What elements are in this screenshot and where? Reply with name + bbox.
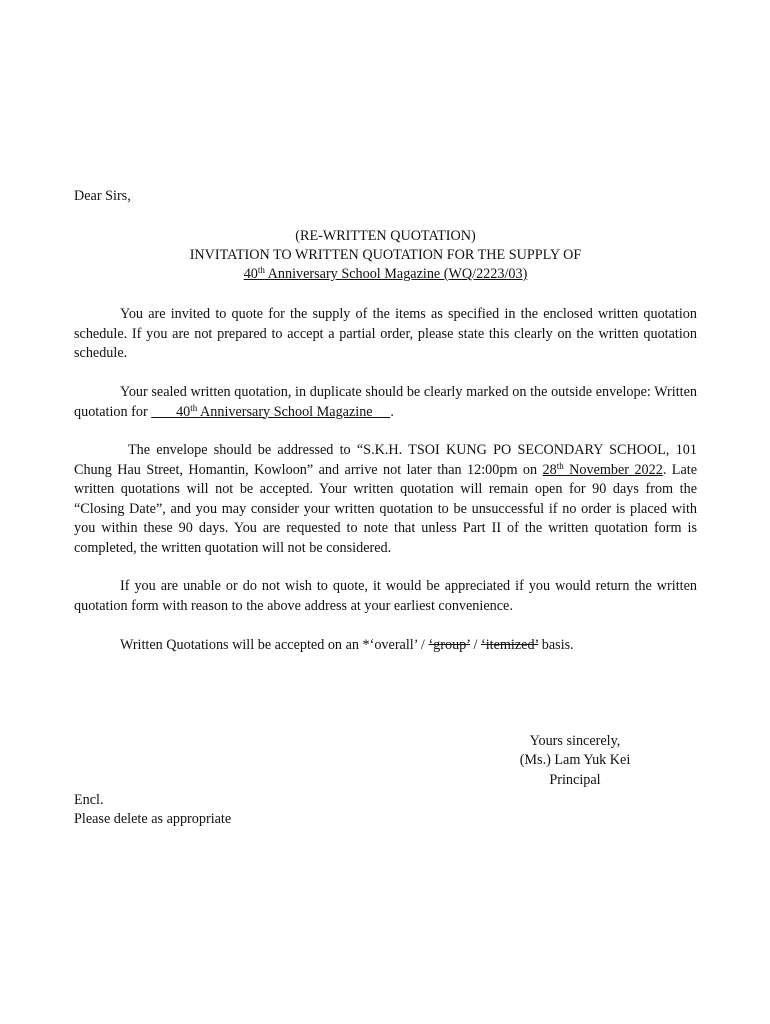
basis-itemized-struck: ‘itemized’ xyxy=(480,637,539,653)
paragraph-address-terms: The envelope should be addressed to “S.K.H. TSOI KUNG PO SECONDARY SCHOOL, 101 Chung Hau Street, Homantin, Kowloon” and arrive not later than 12:00pm on 28th November 2022. Late written quotations will not be accepted. Your written quotation will remain open for 90 days from the “Closing Date”, and you may consider your written quotation to be unsuccessful if no order is placed with you within these 90 days. You are requested to note that unless Part II of the written quotation form is completed, the written quotation will not be considered. xyxy=(74,442,697,556)
enclosure-label: Encl. xyxy=(74,792,104,808)
heading-line-3 xyxy=(74,265,697,285)
closing-yours-sincerely: Yours sincerely, xyxy=(529,733,621,749)
closing-date: 28th November 2022 xyxy=(542,460,663,478)
paragraph-envelope-marking: Your sealed written quotation, in duplicate should be clearly marked on the outside envelope: Written quotation for 40th Anniversary School Magazine . xyxy=(74,384,697,420)
footnote-delete-as-appropriate: Please delete as appropriate xyxy=(74,811,232,827)
signatory-title: Principal xyxy=(549,772,601,788)
magazine-title: 40th Anniversary School Magazine xyxy=(176,402,373,420)
basis-group-struck: ‘group’ xyxy=(428,637,470,653)
heading-line-1: (RE-WRITTEN QUOTATION) xyxy=(295,228,476,244)
salutation: Dear Sirs, xyxy=(74,188,131,204)
heading-title: 40th Anniversary School Magazine (WQ/2223/03) xyxy=(243,265,528,282)
paragraph-invitation: You are invited to quote for the supply of the items as specified in the enclosed written quotation schedule. If you are not prepared to accept a partial order, please state this clearly on the written quotation schedule. xyxy=(74,306,697,361)
paragraph-unable-to-quote: If you are unable or do not wish to quote, it would be appreciated if you would return the written quotation form with reason to the above address at your earliest convenience. xyxy=(74,578,697,614)
paragraph-basis: Written Quotations will be accepted on an *‘overall’ / ‘group’ / ‘itemized’ basis. xyxy=(120,637,574,653)
heading-line-2: INVITATION TO WRITTEN QUOTATION FOR THE SUPPLY OF xyxy=(189,247,582,263)
signatory-name: (Ms.) Lam Yuk Kei xyxy=(519,752,631,768)
